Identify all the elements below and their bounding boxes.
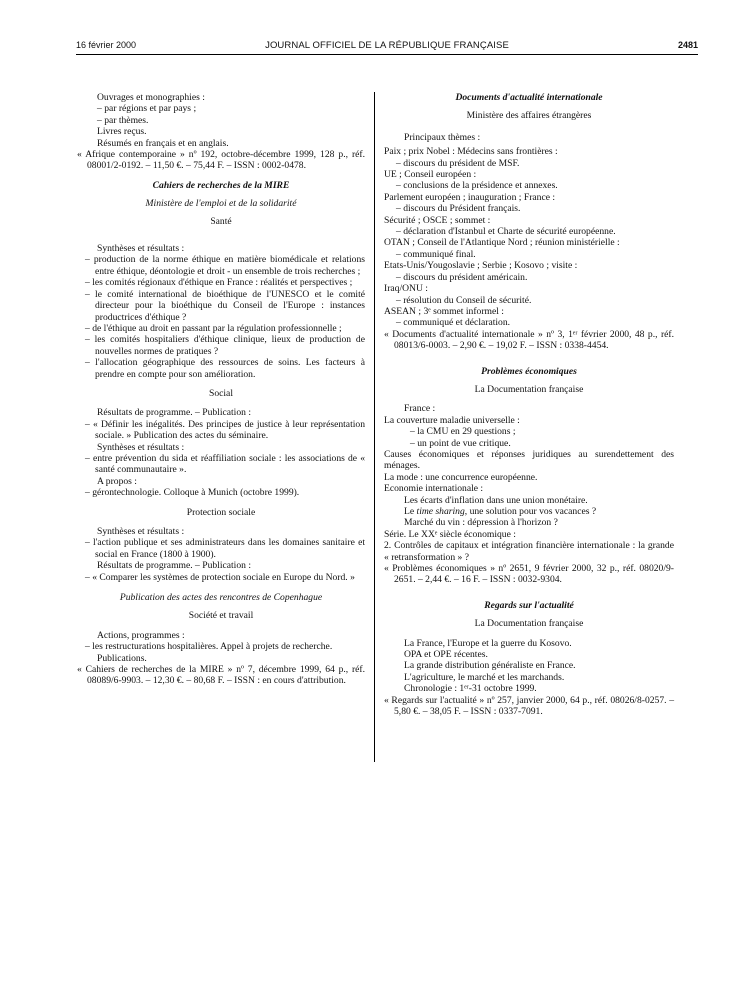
ra-item: L'agriculture, le marché et les marchands.	[404, 671, 565, 683]
citation-mire: « Cahiers de recherches de la MIRE » nº 7, décembre 1999, 64 p., réf. 08089/6-9903. – 12,30 €. – 80,68 F. – ISSN : en cours d'attribution.	[77, 664, 365, 687]
ra-item: La France, l'Europe et la guerre du Kosovo.	[404, 637, 572, 649]
pe-time-prefix: Le	[404, 506, 417, 517]
pe-line: La couverture maladie universelle :	[384, 414, 520, 426]
pe-line	[384, 506, 674, 517]
list-item: – le comité international de bioéthique de l'UNESCO et le comité directeur pour la bioéthique du Conseil de l'Europe : instances productrices d'éthique ?	[85, 288, 365, 323]
sante-heading: Synthèses et résultats :	[97, 243, 185, 255]
rubric-protection: Protection sociale	[186, 506, 256, 518]
pe-line: Causes économiques et réponses juridiques au surendettement des ménages.	[384, 448, 674, 472]
column-divider	[374, 92, 375, 762]
rubric-sante: Santé	[210, 215, 232, 227]
right-column	[384, 92, 674, 718]
list-item: – les restructurations hospitalières. Appel à projets de recherche.	[85, 641, 333, 653]
section-publisher: La Documentation française	[474, 618, 584, 630]
intro-line: Résumés en français et en anglais.	[97, 137, 229, 149]
rubric-social: Social	[209, 387, 233, 399]
list-item: – entre prévention du sida et réaffiliation sociale : les associations de « santé communautaire ».	[85, 452, 365, 476]
intro-line: – par régions et par pays ;	[97, 103, 197, 115]
list-item: – l'allocation géographique des ressources de soins. Les facteurs à prendre en compte pour son amélioration.	[85, 357, 365, 380]
list-item: – production de la norme éthique en matière biomédicale et relations entre éthique, déontologie et droit - un ensemble de trois recherches ;	[85, 254, 365, 277]
theme-detail: – discours du président de MSF.	[396, 157, 520, 169]
page-header	[76, 40, 698, 55]
intro-line: Ouvrages et monographies :	[97, 92, 205, 103]
intro-line: Livres reçus.	[97, 126, 147, 138]
ra-item: OPA et OPE récentes.	[404, 649, 488, 661]
societe-line: Actions, programmes :	[97, 629, 185, 641]
list-item: – la CMU en 29 questions ;	[410, 426, 516, 438]
theme-detail: – discours du président américain.	[396, 271, 528, 283]
theme-title: ASEAN ; 3ᵉ sommet informel :	[384, 305, 504, 317]
ra-item: La grande distribution généraliste en France.	[404, 660, 576, 672]
theme-detail: – conclusions de la présidence et annexes.	[396, 180, 558, 192]
section-publisher: La Documentation française	[474, 383, 584, 395]
list-item: – les comités régionaux d'éthique en France : réalités et perspectives ;	[85, 277, 353, 289]
theme-detail: – résolution du Conseil de sécurité.	[396, 294, 532, 306]
social-line: A propos :	[97, 475, 137, 487]
theme-title: Etats-Unis/Yougoslavie ; Serbie ; Kosovo ; visite :	[384, 260, 578, 272]
theme-title: Iraq/ONU :	[384, 283, 428, 295]
pe-line: France :	[404, 403, 436, 415]
citation-afrique: « Afrique contemporaine » nº 192, octobre-décembre 1999, 128 p., réf. 08001/2-0192. – 11,50 €. – 75,44 F. – ISSN : 0002-0478.	[77, 149, 365, 172]
list-item: – les comités hospitaliers d'éthique clinique, lieux de production de nouvelles normes de pratiques ?	[85, 334, 365, 357]
section-title-pe: Problèmes économiques	[481, 365, 577, 377]
pe-line: La mode : une concurrence européenne.	[384, 471, 538, 483]
theme-title: Paix ; prix Nobel : Médecins sans frontières :	[384, 146, 558, 158]
list-item: – de l'éthique au droit en passant par la régulation professionnelle ;	[85, 322, 342, 334]
rubric-societe: Société et travail	[188, 610, 254, 622]
header-date: 16 février 2000	[76, 40, 137, 50]
section-title-dai: Documents d'actualité internationale	[455, 92, 603, 103]
pe-line: Les écarts d'inflation dans une union monétaire.	[404, 494, 588, 506]
header-page-number: 2481	[677, 40, 698, 50]
theme-title: UE ; Conseil européen :	[384, 169, 477, 181]
section-ministry: Ministère des affaires étrangères	[466, 110, 592, 122]
ra-item: Chronologie : 1ᵉʳ-31 octobre 1999.	[404, 683, 537, 695]
intro-line: – par thèmes.	[97, 114, 149, 126]
protection-line: Résultats de programme. – Publication :	[97, 560, 252, 572]
list-item: – un point de vue critique.	[410, 437, 511, 449]
theme-detail: – communiqué et déclaration.	[396, 317, 511, 329]
theme-title: Sécurité ; OSCE ; sommet :	[384, 214, 491, 226]
theme-title: Parlement européen ; inauguration ; France :	[384, 191, 556, 203]
theme-detail: – déclaration d'Istanbul et Charte de sécurité européenne.	[396, 226, 616, 238]
pe-line: Marché du vin : dépression à l'horizon ?	[404, 517, 558, 529]
list-item: – gérontechnologie. Colloque à Munich (octobre 1999).	[85, 487, 300, 499]
protection-line: Synthèses et résultats :	[97, 526, 185, 537]
left-column	[77, 92, 365, 687]
section-title-mire: Cahiers de recherches de la MIRE	[152, 179, 290, 191]
pe-line: Economie internationale :	[384, 483, 484, 495]
pe-time-suffix: , une solution pour vos vacances ?	[464, 506, 597, 517]
section-title-ra: Regards sur l'actualité	[484, 599, 574, 611]
theme-title: OTAN ; Conseil de l'Atlantique Nord ; réunion ministérielle :	[384, 237, 620, 249]
pe-line: 2. Contrôles de capitaux et intégration financière internationale : la grande « retransformation » ?	[384, 540, 674, 563]
citation-pe: « Problèmes économiques » nº 2651, 9 février 2000, 32 p., réf. 08020/9-2651. – 2,44 €. – 16 F. – ISSN : 0032-9304.	[384, 563, 674, 586]
citation-ra: « Regards sur l'actualité » nº 257, janvier 2000, 64 p., réf. 08026/8-0257. – 5,80 €. – 38,05 F. – ISSN : 0337-7091.	[384, 694, 674, 718]
societe-line: Publications.	[97, 652, 147, 664]
pe-time-sharing: time sharing	[416, 506, 465, 517]
theme-detail: – discours du Président français.	[396, 203, 521, 215]
theme-detail: – communiqué final.	[396, 248, 476, 260]
section-title-copenhague: Publication des actes des rencontres de Copenhague	[119, 592, 323, 604]
list-item: – l'action publique et ses administrateurs dans les domaines sanitaire et social en France (1800 à 1900).	[85, 537, 365, 560]
citation-dai: « Documents d'actualité internationale » nº 3, 1ᵉʳ février 2000, 48 p., réf. 08013/6-0003. – 2,90 €. – 19,02 F. – ISSN : 0338-4454.	[384, 328, 674, 352]
list-item: – « Comparer les systèmes de protection sociale en Europe du Nord. »	[85, 571, 355, 583]
header-title: JOURNAL OFFICIEL DE LA RÉPUBLIQUE FRANÇAISE	[265, 40, 509, 51]
list-item: – « Définir les inégalités. Des principes de justice à leur représentation sociale. » Publication des actes du séminaire.	[85, 418, 365, 442]
social-line: Synthèses et résultats :	[97, 441, 185, 453]
pe-line: Série. Le XXᵉ siècle économique :	[384, 528, 516, 540]
social-line: Résultats de programme. – Publication :	[97, 407, 252, 419]
section-ministry: Ministère de l'emploi et de la solidarité	[145, 198, 297, 210]
themes-heading: Principaux thèmes :	[404, 131, 481, 143]
